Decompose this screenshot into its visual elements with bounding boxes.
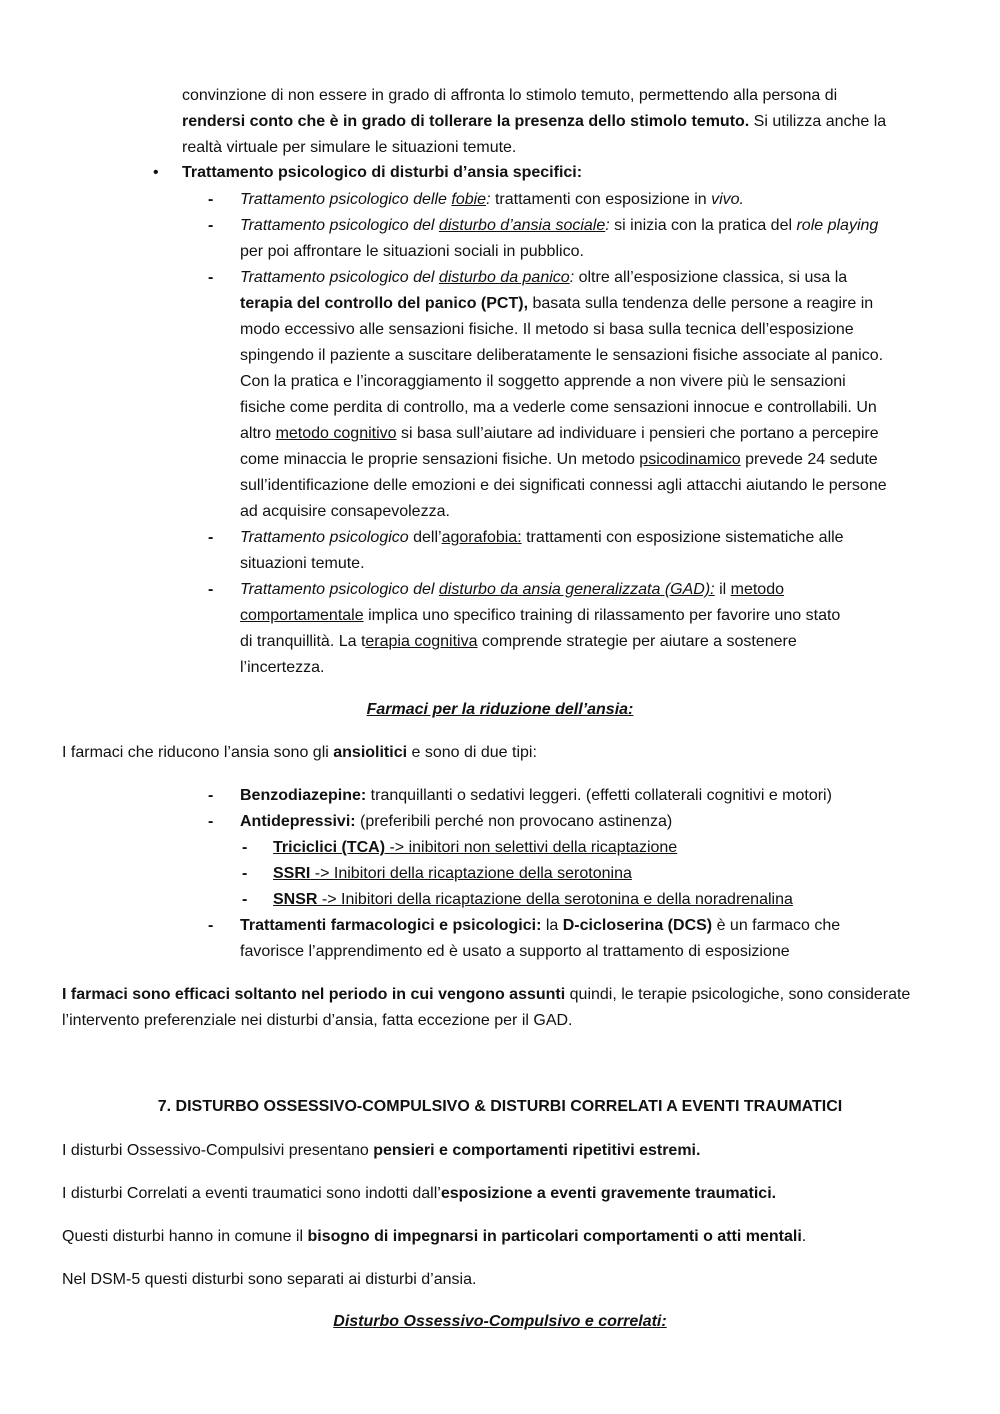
bullet-marker: •	[153, 164, 159, 181]
dash-marker: -	[208, 581, 214, 598]
list-item-line: comportamentale implica uno specifico training di rilassamento per favorire uno stato	[240, 607, 841, 624]
list-item: Trattamento psicologico delle fobie: trattamenti con esposizione in vivo.	[240, 191, 744, 208]
paragraph-line: I farmaci sono efficaci soltanto nel periodo in cui vengono assunti quindi, le terapie psicologiche, sono considerate	[62, 986, 911, 1003]
list-item-line: per poi affrontare le situazioni sociali in pubblico.	[240, 243, 584, 260]
list-item-line: favorisce l’apprendimento ed è usato a supporto al trattamento di esposizione	[240, 943, 790, 960]
list-item-line: fisiche come perdita di controllo, ma a vederle come sensazioni innocue e controllabili. Un	[240, 399, 877, 416]
list-item-line: Con la pratica e l’incoraggiamento il soggetto apprende a non vivere più le sensazioni	[240, 373, 846, 390]
bold-text: rendersi conto che è in grado di tollerare la presenza dello stimolo temuto.	[182, 113, 750, 130]
list-item-line: modo eccessivo alle sensazioni fisiche. Il metodo si basa sulla tecnica dell’esposizione	[240, 321, 854, 338]
list-item-nested: SSRI -> Inibitori della ricaptazione della serotonina	[273, 865, 632, 882]
dash-marker: -	[242, 865, 248, 882]
text: Si utilizza anche la	[749, 113, 887, 130]
paragraph-line	[182, 112, 886, 132]
dash-marker: -	[208, 917, 214, 934]
list-item-nested: Triciclici (TCA) -> inibitori non selettivi della ricaptazione	[273, 839, 678, 856]
paragraph-line: l’intervento preferenziale nei disturbi d’ansia, fatta eccezione per il GAD.	[62, 1012, 573, 1029]
paragraph-line: Questi disturbi hanno in comune il bisogno di impegnarsi in particolari comportamenti o atti mentali.	[62, 1228, 807, 1245]
list-item-line: sull’identificazione delle emozioni e dei significati connessi agli attacchi aiutando le persone	[240, 477, 887, 494]
dash-marker: -	[208, 191, 214, 208]
paragraph-line: Nel DSM-5 questi disturbi sono separati ai disturbi d’ansia.	[62, 1271, 477, 1288]
dash-marker: -	[208, 787, 214, 804]
dash-marker: -	[208, 269, 214, 286]
list-item-line: ad acquisire consapevolezza.	[240, 503, 450, 520]
list-item-line: spingendo il paziente a suscitare deliberatamente le sensazioni fisiche associate al panico.	[240, 347, 884, 364]
paragraph-line: I disturbi Correlati a eventi traumatici sono indotti dall’esposizione a eventi gravemente traumatici.	[62, 1185, 777, 1202]
section-subheading: Disturbo Ossessivo-Compulsivo e correlati:	[333, 1313, 667, 1330]
paragraph-line	[182, 86, 837, 106]
paragraph-line	[182, 138, 516, 158]
dash-marker: -	[208, 529, 214, 546]
text: realtà virtuale per simulare le situazioni temute.	[182, 139, 517, 156]
list-item-line: situazioni temute.	[240, 555, 365, 572]
paragraph-line: I farmaci che riducono l’ansia sono gli ansiolitici e sono di due tipi:	[62, 744, 537, 761]
list-item-line: altro metodo cognitivo si basa sull’aiutare ad individuare i pensieri che portano a percepire	[240, 425, 879, 442]
section-title: 7. DISTURBO OSSESSIVO-COMPULSIVO & DISTURBI CORRELATI A EVENTI TRAUMATICI	[157, 1098, 843, 1115]
list-item: Trattamento psicologico del disturbo da ansia generalizzata (GAD): il metodo	[240, 581, 784, 598]
list-item: Antidepressivi: (preferibili perché non provocano astinenza)	[240, 813, 673, 830]
list-item-nested: SNSR -> Inibitori della ricaptazione della serotonina e della noradrenalina	[273, 891, 793, 908]
list-item: Trattamenti farmacologici e psicologici: la D-cicloserina (DCS) è un farmaco che	[240, 917, 841, 934]
list-item: Trattamento psicologico del disturbo d’ansia sociale: si inizia con la pratica del role playing	[240, 217, 879, 234]
dash-marker: -	[208, 217, 214, 234]
dash-marker: -	[242, 839, 248, 856]
list-item-line: terapia del controllo del panico (PCT), basata sulla tendenza delle persone a reagire in	[240, 295, 874, 312]
list-item-line: di tranquillità. La terapia cognitiva comprende strategie per aiutare a sostenere	[240, 633, 797, 650]
list-item: Trattamento psicologico del disturbo da panico: oltre all’esposizione classica, si usa la	[240, 269, 848, 286]
list-item: Trattamento psicologico dell’agorafobia: trattamenti con esposizione sistematiche alle	[240, 529, 844, 546]
text: convinzione di non essere in grado di affronta lo stimolo temuto, permettendo alla persona di	[182, 87, 838, 104]
section-subheading: Farmaci per la riduzione dell’ansia:	[366, 701, 634, 718]
list-item-line: l’incertezza.	[240, 659, 325, 676]
paragraph-line: I disturbi Ossessivo-Compulsivi presentano pensieri e comportamenti ripetitivi estremi.	[62, 1142, 701, 1159]
dash-marker: -	[242, 891, 248, 908]
dash-marker: -	[208, 813, 214, 830]
list-item: Benzodiazepine: tranquillanti o sedativi leggeri. (effetti collaterali cognitivi e motori)	[240, 787, 832, 804]
list-item-line: come minaccia le proprie sensazioni fisiche. Un metodo psicodinamico prevede 24 sedute	[240, 451, 878, 468]
bullet-heading: Trattamento psicologico di disturbi d’ansia specifici:	[182, 164, 583, 181]
